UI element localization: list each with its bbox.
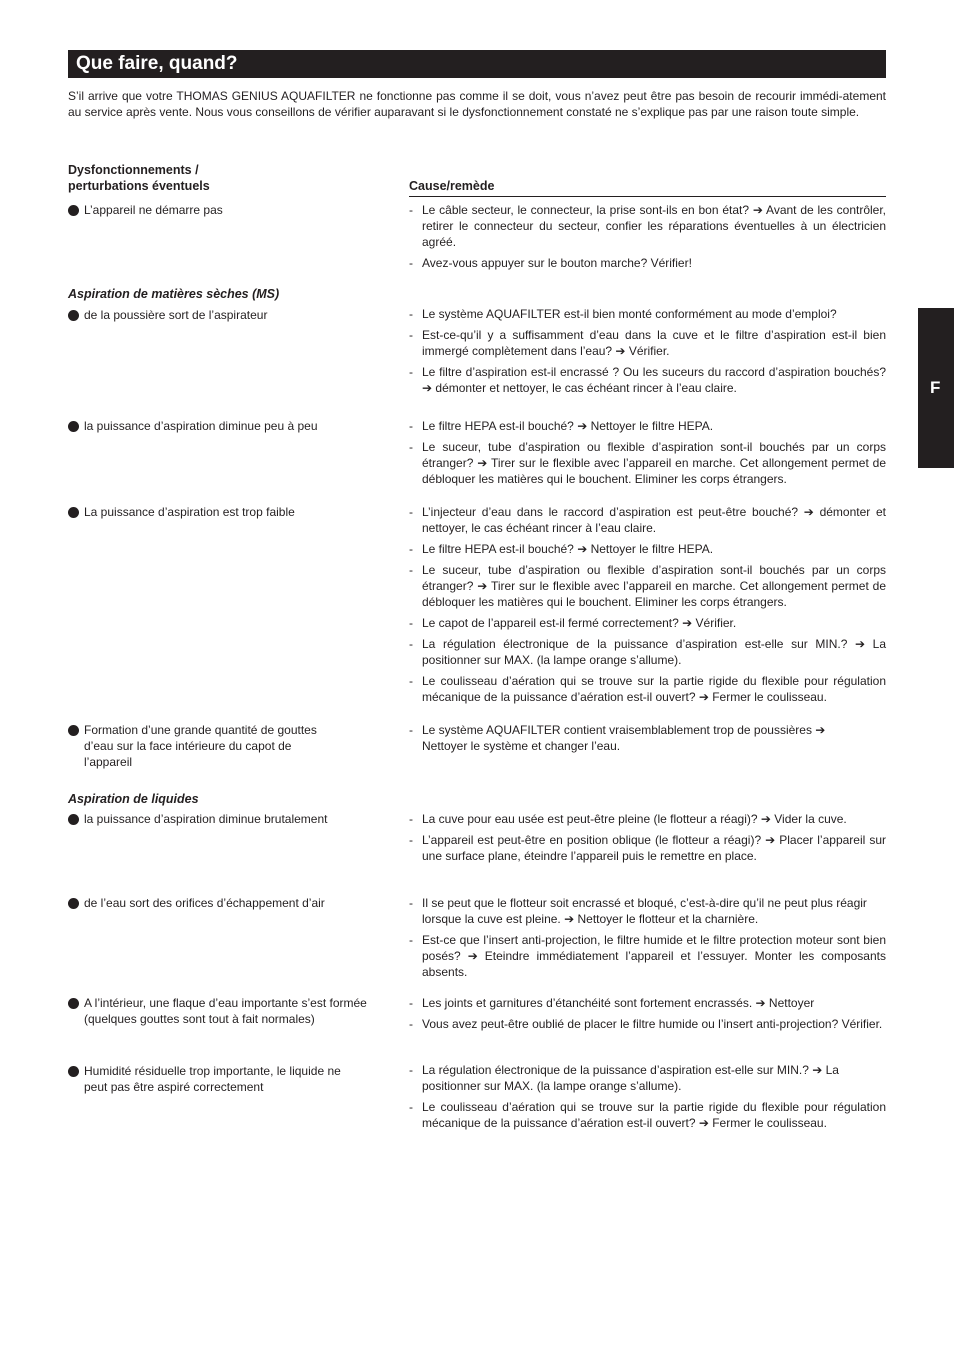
remedy-item: - L’injecteur d’eau dans le raccord d’aspiration est peut-être bouché? ➔ démonter et nettoyer, le cas échéant rincer à l’eau claire. — [409, 505, 886, 535]
bullet-icon — [68, 898, 79, 909]
symptom-text: A l’intérieur, une flaque d’eau importante s’est formée (quelques gouttes sont tout à fait normales) — [84, 996, 367, 1026]
remedies-water-puddle — [409, 995, 886, 1037]
remedy-text: L’injecteur d’eau dans le raccord d’aspiration est peut-être bouché? ➔ démonter et nettoyer, le cas échéant rincer à l’eau claire. — [422, 505, 886, 535]
remedy-text: Est-ce que l’insert anti-projection, le filtre humide et le filtre protection moteur sont bien posés? ➔ Eteindre immédiatement l’appareil et l’essuyer. Monter les composants absents. — [422, 933, 886, 979]
remedy-text: Vous avez peut-être oublié de placer le filtre humide ou l’insert anti-projection? Vérifier. — [422, 1017, 883, 1031]
remedies-suction-decreases — [409, 418, 886, 492]
remedies-suction-weak — [409, 504, 886, 710]
symptom-text: Humidité résiduelle trop importante, le liquide ne peut pas être aspiré correctement — [84, 1064, 341, 1094]
remedy-text: Le coulisseau d’aération qui se trouve sur la partie rigide du flexible pour régulation mécanique de la puissance d’aération est-il ouvert? ➔ Fermer le coulisseau. — [422, 1100, 886, 1130]
remedy-column-header: Cause/remède — [409, 179, 495, 193]
remedy-text: Le filtre d’aspiration est-il encrassé ? Ou les suceurs du raccord d’aspiration bouchés? ➔ démonter et nettoyer, le cas échéant rincer à l’eau claire. — [422, 365, 886, 395]
symptom-text: de l’eau sort des orifices d’échappement d’air — [84, 896, 325, 910]
symptom-residual-moisture — [68, 1063, 392, 1095]
remedy-item: - Est-ce-qu’il y a suffisamment d’eau dans la cuve et le filtre d’aspiration est-il bien immergé complètement dans l’eau? ➔ Vérifier. — [409, 328, 886, 358]
bullet-icon — [68, 725, 79, 736]
bullet-icon — [68, 507, 79, 518]
remedy-item: - Le filtre HEPA est-il bouché? ➔ Nettoyer le filtre HEPA. — [409, 542, 714, 556]
remedy-item: - La cuve pour eau usée est peut-être pleine (le flotteur a réagi)? ➔ Vider la cuve. — [409, 812, 847, 826]
remedies-dust-escapes — [409, 306, 886, 401]
symptom-suction-drops-sharply — [68, 811, 392, 827]
remedy-item: - La régulation électronique de la puissance d’aspiration est-elle sur MIN.? ➔ La positionner sur MAX. (la lampe orange s’allume). — [409, 637, 886, 667]
remedy-text: Le câble secteur, le connecteur, la prise sont-ils en bon état? ➔ Avant de les contrôler, retirer le connecteur du secteur, confier les réparations éventuelles à un électricien agréé. — [422, 203, 886, 249]
remedy-item: - L’appareil est peut-être en position oblique (le flotteur a réagi)? ➔ Placer l’appareil sur une surface plane, éteindre l’appareil puis le remettre en place. — [409, 833, 886, 863]
symptom-text: de la poussière sort de l’aspirateur — [84, 308, 268, 322]
symptom-condensation — [68, 722, 392, 770]
remedy-text: La régulation électronique de la puissance d’aspiration est-elle sur MIN.? ➔ La positionner sur MAX. (la lampe orange s’allume). — [422, 1063, 839, 1093]
remedy-item: - Le coulisseau d’aération qui se trouve sur la partie rigide du flexible pour régulation mécanique de la puissance d’aération est-il ouvert? ➔ Fermer le coulisseau. — [409, 674, 886, 704]
symptom-text: la puissance d’aspiration diminue brutalement — [84, 812, 328, 826]
intro-paragraph: S’il arrive que votre THOMAS GENIUS AQUAFILTER ne fonctionne pas comme il se doit, vous n’avez peut être pas besoin de recourir immédi-atement au service après vente. Nous vous conseillons de vérifier auparavant si le dysfonctionnement constaté ne s’explique pas par une raison toute simple. — [68, 89, 886, 119]
header-divider — [409, 196, 886, 197]
bullet-icon — [68, 421, 79, 432]
bullet-icon — [68, 814, 79, 825]
symptom-dust-escapes — [68, 307, 392, 323]
bullet-icon — [68, 1066, 79, 1077]
remedy-item: - Le coulisseau d’aération qui se trouve sur la partie rigide du flexible pour régulation mécanique de la puissance d’aération est-il ouvert? ➔ Fermer le coulisseau. — [409, 1100, 886, 1130]
symptom-suction-weak — [68, 504, 392, 520]
symptom-text: L’appareil ne démarre pas — [84, 203, 223, 217]
symptoms-header-line-1: Dysfonctionnements / — [68, 163, 199, 177]
page-title: Que faire, quand? — [68, 50, 886, 78]
remedy-text: Le capot de l’appareil est-il fermé correctement? ➔ Vérifier. — [422, 616, 737, 630]
symptom-text: La puissance d’aspiration est trop faible — [84, 505, 295, 519]
remedy-text: La régulation électronique de la puissance d’aspiration est-elle sur MIN.? ➔ La positionner sur MAX. (la lampe orange s’allume). — [422, 637, 886, 667]
symptom-text: la puissance d’aspiration diminue peu à peu — [84, 419, 318, 433]
remedies-residual-moisture — [409, 1062, 886, 1136]
remedy-text: Le coulisseau d’aération qui se trouve sur la partie rigide du flexible pour régulation mécanique de la puissance d’aération est-il ouvert? ➔ Fermer le coulisseau. — [422, 674, 886, 704]
symptom-water-from-exhaust — [68, 895, 392, 911]
section-heading-dry: Aspiration de matières sèches (MS) — [68, 287, 280, 301]
remedy-item: - Le système AQUAFILTER est-il bien monté conformément au mode d’emploi? — [409, 307, 837, 321]
remedy-text: Les joints et garnitures d’étanchéité sont fortement encrassés. ➔ Nettoyer — [422, 996, 815, 1010]
remedy-item: - Vous avez peut-être oublié de placer le filtre humide ou l’insert anti-projection? Vérifier. — [409, 1017, 883, 1031]
symptom-no-start — [68, 202, 392, 218]
symptom-water-puddle — [68, 995, 392, 1027]
remedy-text: Est-ce-qu’il y a suffisamment d’eau dans la cuve et le filtre d’aspiration est-il bien immergé complètement dans l’eau? ➔ Vérifier. — [422, 328, 886, 358]
symptom-suction-decreases — [68, 418, 392, 434]
remedy-text: Le suceur, tube d’aspiration ou flexible d’aspiration sont-il bouchés par un corps étranger? ➔ Tirer sur le flexible avec l’appareil en marche. Cet allongement permet de débloquer les matières qui le bouchent. Eliminer les corps étrangers. — [422, 440, 886, 486]
remedy-text: Il se peut que le flotteur soit encrassé et bloqué, c’est-à-dire qu’il ne peut plus réagir lorsque la cuve est pleine. ➔ Nettoyer le flotteur et la charnière. — [422, 896, 867, 926]
remedy-item: - Avez-vous appuyer sur le bouton marche? Vérifier! — [409, 256, 692, 270]
remedy-item: - Le filtre HEPA est-il bouché? ➔ Nettoyer le filtre HEPA. — [409, 419, 714, 433]
remedies-suction-drops-sharply — [409, 811, 886, 869]
symptoms-header-line-2: perturbations éventuels — [68, 179, 210, 193]
symptom-text: Formation d’une grande quantité de gouttes d’eau sur la face intérieure du capot de l’appareil — [84, 723, 317, 769]
remedy-item: - Il se peut que le flotteur soit encrassé et bloqué, c’est-à-dire qu’il ne peut plus réagir lorsque la cuve est pleine. ➔ Nettoyer le flotteur et la charnière. — [409, 896, 867, 926]
remedy-item: - Le capot de l’appareil est-il fermé correctement? ➔ Vérifier. — [409, 616, 737, 630]
remedy-text: Le système AQUAFILTER contient vraisemblablement trop de poussières ➔ Nettoyer le système et changer l’eau. — [422, 723, 826, 753]
remedy-text: Le suceur, tube d’aspiration ou flexible d’aspiration sont-il bouchés par un corps étranger? ➔ Tirer sur le flexible avec l’appareil en marche. Cet allongement permet de débloquer les matières qui le bouchent. Eliminer les corps étrangers. — [422, 563, 886, 609]
remedy-item: - Les joints et garnitures d’étanchéité sont fortement encrassés. ➔ Nettoyer — [409, 996, 815, 1010]
remedies-water-from-exhaust — [409, 895, 886, 985]
symptoms-column-header — [68, 162, 388, 194]
bullet-icon — [68, 205, 79, 216]
remedy-text: La cuve pour eau usée est peut-être pleine (le flotteur a réagi)? ➔ Vider la cuve. — [422, 812, 847, 826]
remedies-no-start — [409, 202, 886, 276]
remedy-item: - Le suceur, tube d’aspiration ou flexible d’aspiration sont-il bouchés par un corps étranger? ➔ Tirer sur le flexible avec l’appareil en marche. Cet allongement permet de débloquer les matières qui le bouchent. Eliminer les corps étrangers. — [409, 440, 886, 486]
remedies-condensation — [409, 722, 886, 759]
remedy-item: - La régulation électronique de la puissance d’aspiration est-elle sur MIN.? ➔ La positionner sur MAX. (la lampe orange s’allume). — [409, 1063, 839, 1093]
remedy-text: L’appareil est peut-être en position oblique (le flotteur a réagi)? ➔ Placer l’appareil sur une surface plane, éteindre l’appareil puis le remettre en place. — [422, 833, 886, 863]
bullet-icon — [68, 998, 79, 1009]
language-tab-label: F — [930, 378, 941, 397]
remedy-item: - Le système AQUAFILTER contient vraisemblablement trop de poussières ➔ Nettoyer le système et changer l’eau. — [409, 723, 826, 753]
remedy-item: - Le suceur, tube d’aspiration ou flexible d’aspiration sont-il bouchés par un corps étranger? ➔ Tirer sur le flexible avec l’appareil en marche. Cet allongement permet de débloquer les matières qui le bouchent. Eliminer les corps étrangers. — [409, 563, 886, 609]
section-heading-liquid: Aspiration de liquides — [68, 792, 199, 806]
remedy-text: Le filtre HEPA est-il bouché? ➔ Nettoyer le filtre HEPA. — [422, 542, 714, 556]
remedy-item: - Est-ce que l’insert anti-projection, le filtre humide et le filtre protection moteur sont bien posés? ➔ Eteindre immédiatement l’appareil et l’essuyer. Monter les composants absents. — [409, 933, 886, 979]
remedy-text: Avez-vous appuyer sur le bouton marche? Vérifier! — [422, 256, 692, 270]
language-tab — [918, 308, 954, 468]
remedy-text: Le système AQUAFILTER est-il bien monté conformément au mode d’emploi? — [422, 307, 837, 321]
remedy-item: - Le filtre d’aspiration est-il encrassé ? Ou les suceurs du raccord d’aspiration bouchés? ➔ démonter et nettoyer, le cas échéant rincer à l’eau claire. — [409, 365, 886, 395]
remedy-text: Le filtre HEPA est-il bouché? ➔ Nettoyer le filtre HEPA. — [422, 419, 714, 433]
bullet-icon — [68, 310, 79, 321]
remedy-item: - Le câble secteur, le connecteur, la prise sont-ils en bon état? ➔ Avant de les contrôler, retirer le connecteur du secteur, confier les réparations éventuelles à un électricien agréé. — [409, 203, 886, 249]
